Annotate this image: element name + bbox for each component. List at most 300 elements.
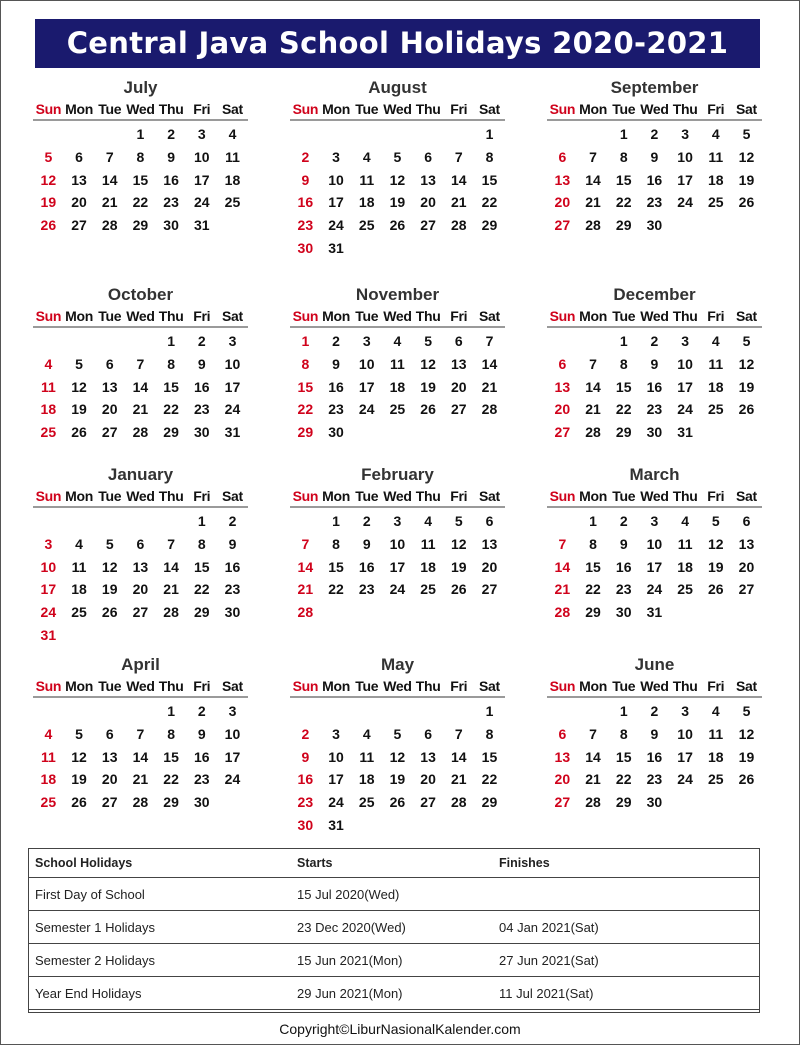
empty-cell <box>33 700 64 723</box>
day-cell: 25 <box>71 604 87 621</box>
day-cell: 4 <box>681 513 689 529</box>
weekday-label: Tue <box>612 101 636 117</box>
day-cell: 17 <box>646 558 663 575</box>
weekday-label: Tue <box>355 308 379 324</box>
day-grid <box>290 700 505 837</box>
day-cell: 15 <box>297 378 314 395</box>
day-cell: 13 <box>481 535 498 552</box>
day-cell: 25 <box>420 581 436 598</box>
day-cell: 15 <box>585 558 601 575</box>
day-cell: 11 <box>225 148 240 165</box>
weekday-label: Sun <box>35 678 62 694</box>
copyright-text: Copyright©LiburNasionalKalender.com <box>279 1021 521 1037</box>
empty-cell <box>64 510 95 533</box>
weekday-label: Sun <box>549 308 576 324</box>
weekday-label: Sat <box>736 308 757 324</box>
weekday-header <box>33 306 248 328</box>
day-cell: 24 <box>677 194 693 211</box>
day-cell: 10 <box>224 725 241 742</box>
day-cell: 18 <box>71 581 87 598</box>
day-cell: 21 <box>450 194 467 211</box>
weekday-label: Wed <box>640 678 669 694</box>
day-cell: 7 <box>136 355 145 372</box>
empty-cell <box>33 330 64 353</box>
holiday-finishes: 04 Jan 2021(Sat) <box>492 911 760 944</box>
day-cell: 30 <box>297 816 314 833</box>
day-cell: 29 <box>193 604 210 621</box>
day-cell: 19 <box>738 378 755 395</box>
day-cell: 6 <box>75 148 83 165</box>
month-april <box>33 654 248 814</box>
day-grid <box>33 330 248 444</box>
day-cell: 8 <box>619 355 628 372</box>
holiday-finishes: 27 Jun 2021(Sat) <box>492 944 760 977</box>
month-name: February <box>361 465 434 484</box>
day-cell: 25 <box>40 424 57 441</box>
month-january <box>33 464 248 647</box>
day-cell: 11 <box>40 748 56 765</box>
holidays-table <box>28 848 760 1010</box>
day-cell: 17 <box>677 378 693 395</box>
month-name: January <box>107 465 174 484</box>
day-cell: 13 <box>101 748 118 765</box>
day-cell: 12 <box>40 171 57 188</box>
weekday-label: Tue <box>355 678 379 694</box>
day-cell: 30 <box>163 217 179 234</box>
empty-cell <box>382 123 413 146</box>
weekday-label: Tue <box>98 308 122 324</box>
day-cell: 26 <box>389 794 406 811</box>
day-cell: 19 <box>40 194 57 211</box>
weekday-label: Sun <box>292 308 319 324</box>
day-cell: 2 <box>167 126 175 142</box>
day-cell: 19 <box>738 748 755 765</box>
day-cell: 5 <box>105 535 114 552</box>
weekday-label: Fri <box>707 678 725 694</box>
day-cell: 20 <box>132 581 149 598</box>
day-cell: 15 <box>193 558 210 575</box>
month-june <box>547 654 762 814</box>
weekday-label: Mon <box>579 488 607 504</box>
weekday-label: Mon <box>579 678 607 694</box>
day-cell: 24 <box>328 217 344 234</box>
day-cell: 9 <box>650 355 659 372</box>
weekday-label: Thu <box>158 101 184 117</box>
day-cell: 6 <box>558 725 567 742</box>
empty-cell <box>33 123 64 146</box>
month-name: November <box>355 285 440 304</box>
holiday-starts: 15 Jun 2021(Mon) <box>290 944 492 977</box>
day-cell: 11 <box>420 535 436 552</box>
day-grid <box>290 123 505 260</box>
day-cell: 28 <box>481 401 498 418</box>
day-cell: 8 <box>619 725 628 742</box>
day-cell: 23 <box>646 771 663 788</box>
day-cell: 8 <box>167 355 175 372</box>
day-cell: 13 <box>101 378 118 395</box>
day-cell: 7 <box>167 535 175 552</box>
weekday-header <box>33 99 248 121</box>
weekday-label: Thu <box>158 678 184 694</box>
empty-cell <box>547 123 578 146</box>
day-cell: 19 <box>71 401 87 418</box>
day-cell: 26 <box>420 401 436 418</box>
day-cell: 5 <box>742 126 751 142</box>
day-cell: 1 <box>485 126 494 142</box>
weekday-label: Fri <box>707 488 725 504</box>
day-cell: 9 <box>619 535 628 552</box>
day-cell: 25 <box>358 794 375 811</box>
day-cell: 4 <box>362 148 371 165</box>
day-cell: 16 <box>328 378 344 395</box>
day-cell: 16 <box>297 194 314 211</box>
day-cell: 18 <box>707 748 724 765</box>
day-cell: 3 <box>681 333 689 349</box>
day-cell: 16 <box>193 378 210 395</box>
empty-cell <box>578 330 609 353</box>
empty-cell <box>443 700 474 723</box>
holiday-finishes: 11 Jul 2021(Sat) <box>492 977 760 1010</box>
day-cell: 10 <box>328 748 344 765</box>
day-cell: 24 <box>193 194 210 211</box>
day-cell: 5 <box>742 333 751 349</box>
weekday-label: Fri <box>193 488 211 504</box>
empty-cell <box>290 510 321 533</box>
day-cell: 19 <box>707 558 724 575</box>
weekday-label: Sat <box>222 308 243 324</box>
table-row <box>28 878 760 911</box>
day-cell: 18 <box>40 401 57 418</box>
month-name: May <box>380 655 415 674</box>
day-grid <box>547 510 762 624</box>
day-cell: 3 <box>393 513 402 529</box>
day-cell: 9 <box>228 535 237 552</box>
day-cell: 15 <box>481 171 498 188</box>
day-cell: 26 <box>450 581 467 598</box>
day-cell: 6 <box>105 355 114 372</box>
day-cell: 22 <box>163 401 179 418</box>
day-cell: 26 <box>71 794 87 811</box>
weekday-label: Sat <box>222 678 243 694</box>
day-cell: 5 <box>711 513 720 529</box>
empty-cell <box>64 330 95 353</box>
day-cell: 27 <box>132 604 149 621</box>
day-cell: 29 <box>481 794 498 811</box>
day-cell: 21 <box>585 401 601 418</box>
day-grid <box>547 700 762 814</box>
day-cell: 23 <box>193 401 210 418</box>
weekday-label: Sun <box>292 101 319 117</box>
day-cell: 23 <box>193 771 210 788</box>
day-cell: 8 <box>301 355 310 372</box>
day-cell: 1 <box>301 333 310 349</box>
day-cell: 7 <box>485 333 494 349</box>
day-cell: 14 <box>585 171 601 188</box>
day-cell: 31 <box>224 424 241 441</box>
day-cell: 2 <box>650 703 659 719</box>
day-cell: 27 <box>554 794 571 811</box>
day-cell: 21 <box>132 771 149 788</box>
day-cell: 24 <box>224 771 241 788</box>
day-cell: 17 <box>358 378 375 395</box>
weekday-label: Sun <box>549 488 576 504</box>
day-cell: 25 <box>358 217 375 234</box>
day-cell: 12 <box>707 535 724 552</box>
day-cell: 4 <box>424 513 432 529</box>
day-cell: 8 <box>167 725 175 742</box>
day-cell: 8 <box>485 148 494 165</box>
day-cell: 4 <box>228 126 237 142</box>
day-cell: 10 <box>193 148 210 165</box>
weekday-header <box>547 486 762 508</box>
day-cell: 9 <box>197 725 206 742</box>
holiday-finishes <box>492 878 760 911</box>
weekday-label: Sat <box>736 488 757 504</box>
day-cell: 21 <box>585 771 601 788</box>
day-cell: 7 <box>558 535 567 552</box>
day-cell: 17 <box>40 581 57 598</box>
holiday-name: Year End Holidays <box>28 977 290 1010</box>
day-cell: 27 <box>554 217 571 234</box>
month-name: April <box>121 655 160 674</box>
day-cell: 1 <box>167 703 175 719</box>
day-cell: 10 <box>677 148 693 165</box>
weekday-label: Thu <box>415 101 441 117</box>
day-cell: 30 <box>615 604 632 621</box>
day-cell: 16 <box>646 748 663 765</box>
day-cell: 17 <box>224 378 241 395</box>
day-cell: 31 <box>193 217 210 234</box>
day-cell: 5 <box>393 148 402 165</box>
day-cell: 27 <box>101 794 118 811</box>
empty-cell <box>125 330 156 353</box>
day-cell: 27 <box>420 794 436 811</box>
day-cell: 7 <box>301 535 310 552</box>
empty-cell <box>547 330 578 353</box>
day-cell: 22 <box>615 401 632 418</box>
weekday-label: Thu <box>158 308 184 324</box>
day-cell: 30 <box>646 424 663 441</box>
empty-cell <box>578 700 609 723</box>
weekday-label: Tue <box>355 488 379 504</box>
day-cell: 17 <box>224 748 241 765</box>
day-cell: 22 <box>132 194 149 211</box>
day-cell: 23 <box>646 401 663 418</box>
weekday-label: Mon <box>65 308 93 324</box>
day-cell: 26 <box>738 401 755 418</box>
day-cell: 18 <box>40 771 57 788</box>
day-cell: 9 <box>301 748 310 765</box>
weekday-label: Thu <box>415 678 441 694</box>
weekday-header <box>290 676 505 698</box>
day-cell: 2 <box>362 513 371 529</box>
day-cell: 20 <box>554 771 571 788</box>
day-grid <box>547 123 762 237</box>
day-cell: 21 <box>132 401 149 418</box>
day-cell: 26 <box>71 424 87 441</box>
day-cell: 16 <box>163 171 179 188</box>
weekday-label: Wed <box>126 308 155 324</box>
day-cell: 22 <box>163 771 179 788</box>
day-cell: 15 <box>132 171 149 188</box>
day-cell: 2 <box>332 333 340 349</box>
weekday-label: Tue <box>98 488 122 504</box>
day-cell: 21 <box>297 581 314 598</box>
day-cell: 13 <box>420 748 436 765</box>
day-cell: 18 <box>358 771 375 788</box>
day-cell: 16 <box>193 748 210 765</box>
day-cell: 21 <box>101 194 118 211</box>
day-cell: 14 <box>297 558 314 575</box>
table-row <box>28 944 760 977</box>
empty-cell <box>94 330 125 353</box>
day-cell: 11 <box>71 558 87 575</box>
day-cell: 18 <box>389 378 406 395</box>
weekday-label: Mon <box>579 308 607 324</box>
day-cell: 15 <box>163 378 179 395</box>
weekday-label: Wed <box>383 101 412 117</box>
month-july <box>33 77 248 237</box>
day-cell: 3 <box>681 126 689 142</box>
day-cell: 12 <box>389 171 406 188</box>
day-cell: 29 <box>585 604 601 621</box>
day-cell: 4 <box>711 703 720 719</box>
day-cell: 6 <box>485 513 494 529</box>
weekday-label: Wed <box>126 101 155 117</box>
day-cell: 1 <box>619 333 628 349</box>
day-cell: 20 <box>101 771 118 788</box>
empty-cell <box>125 510 156 533</box>
weekday-label: Sat <box>222 488 243 504</box>
day-cell: 16 <box>297 771 314 788</box>
day-cell: 5 <box>44 148 53 165</box>
day-cell: 29 <box>481 217 498 234</box>
day-cell: 3 <box>362 333 371 349</box>
day-cell: 7 <box>454 148 463 165</box>
day-cell: 26 <box>738 194 755 211</box>
weekday-label: Mon <box>579 101 607 117</box>
day-cell: 21 <box>554 581 571 598</box>
day-cell: 12 <box>101 558 118 575</box>
weekday-label: Thu <box>415 308 441 324</box>
day-cell: 25 <box>40 794 57 811</box>
day-cell: 15 <box>615 378 632 395</box>
day-cell: 6 <box>558 355 567 372</box>
weekday-label: Wed <box>126 488 155 504</box>
day-cell: 20 <box>101 401 118 418</box>
month-name: December <box>613 285 696 304</box>
day-cell: 24 <box>389 581 406 598</box>
weekday-header <box>290 306 505 328</box>
weekday-label: Mon <box>322 308 350 324</box>
weekday-label: Tue <box>98 678 122 694</box>
day-cell: 3 <box>650 513 659 529</box>
day-cell: 31 <box>40 626 57 643</box>
day-cell: 4 <box>362 725 371 742</box>
weekday-header <box>547 676 762 698</box>
day-cell: 28 <box>585 217 601 234</box>
month-name: March <box>629 465 680 484</box>
day-cell: 21 <box>585 194 601 211</box>
day-cell: 4 <box>711 126 720 142</box>
weekday-header <box>290 486 505 508</box>
day-cell: 29 <box>297 424 314 441</box>
day-cell: 28 <box>554 604 571 621</box>
day-cell: 15 <box>328 558 344 575</box>
day-cell: 2 <box>301 148 310 165</box>
weekday-label: Mon <box>322 101 350 117</box>
day-cell: 22 <box>481 771 498 788</box>
header-starts: Starts <box>290 849 492 878</box>
day-cell: 27 <box>420 217 436 234</box>
day-cell: 16 <box>646 378 663 395</box>
day-cell: 9 <box>301 171 310 188</box>
day-grid <box>33 510 248 647</box>
empty-cell <box>578 123 609 146</box>
weekday-label: Tue <box>355 101 379 117</box>
empty-cell <box>443 123 474 146</box>
weekday-label: Sat <box>479 101 500 117</box>
day-cell: 12 <box>738 725 755 742</box>
day-cell: 8 <box>332 535 340 552</box>
weekday-label: Wed <box>640 488 669 504</box>
empty-cell <box>290 123 321 146</box>
day-cell: 9 <box>650 725 659 742</box>
day-cell: 22 <box>193 581 210 598</box>
weekday-label: Sat <box>736 678 757 694</box>
weekday-label: Fri <box>450 308 468 324</box>
empty-cell <box>64 123 95 146</box>
holiday-name: First Day of School <box>28 878 290 911</box>
weekday-label: Sat <box>736 101 757 117</box>
day-cell: 10 <box>677 725 693 742</box>
day-cell: 17 <box>193 171 210 188</box>
day-cell: 30 <box>193 424 210 441</box>
day-cell: 13 <box>71 171 87 188</box>
month-march <box>547 464 762 624</box>
day-cell: 7 <box>589 355 597 372</box>
day-cell: 29 <box>163 794 179 811</box>
day-cell: 11 <box>708 355 724 372</box>
day-cell: 3 <box>681 703 689 719</box>
page-title: Central Java School Holidays 2020-2021 <box>35 19 760 68</box>
day-cell: 28 <box>585 794 601 811</box>
empty-cell <box>321 123 352 146</box>
empty-cell <box>382 700 413 723</box>
day-cell: 21 <box>481 378 498 395</box>
day-cell: 4 <box>711 333 720 349</box>
month-november <box>290 284 505 444</box>
day-cell: 1 <box>619 703 628 719</box>
weekday-label: Wed <box>126 678 155 694</box>
day-cell: 5 <box>424 333 432 349</box>
day-grid <box>547 330 762 444</box>
weekday-label: Sun <box>549 101 576 117</box>
day-cell: 23 <box>358 581 375 598</box>
day-cell: 4 <box>44 355 53 372</box>
day-cell: 29 <box>615 794 632 811</box>
header-finishes: Finishes <box>492 849 760 878</box>
day-cell: 8 <box>197 535 206 552</box>
weekday-label: Thu <box>415 488 441 504</box>
day-cell: 30 <box>297 239 314 256</box>
header-name: School Holidays <box>28 849 290 878</box>
day-cell: 17 <box>328 771 344 788</box>
day-cell: 19 <box>389 194 406 211</box>
day-cell: 4 <box>75 535 83 552</box>
month-name: October <box>107 285 174 304</box>
day-cell: 9 <box>332 355 340 372</box>
